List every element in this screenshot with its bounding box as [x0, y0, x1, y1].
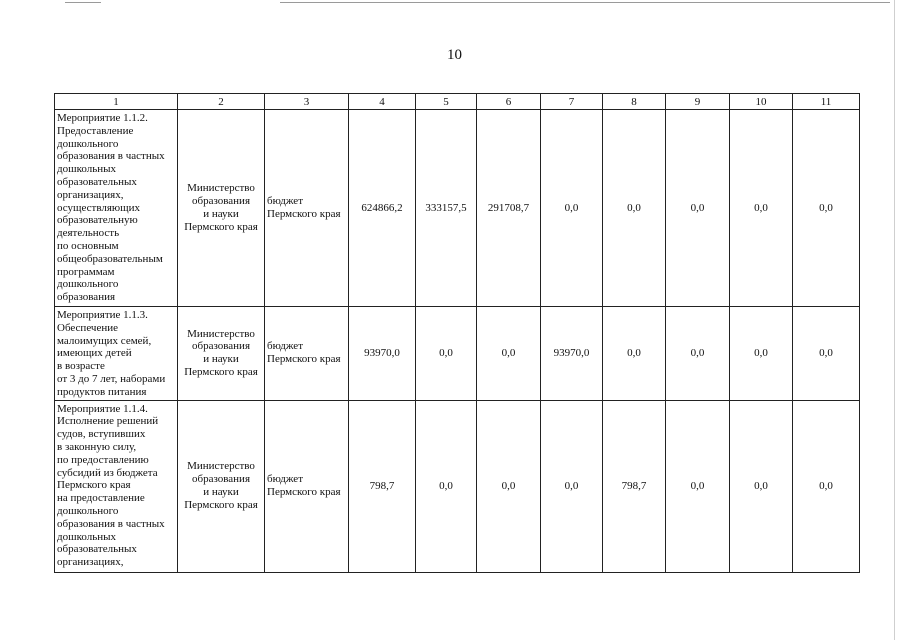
column-header: 6 — [477, 94, 541, 110]
table-row — [55, 400, 860, 572]
amount-cell: 93970,0 — [349, 307, 416, 401]
table-row — [55, 307, 860, 401]
amount-cell: 624866,2 — [349, 110, 416, 307]
table-row — [55, 110, 860, 307]
header-row — [55, 94, 860, 110]
scan-artifact-edge — [894, 0, 895, 640]
column-header: 8 — [603, 94, 666, 110]
executor-cell: Министерство образования и науки Пермского края — [178, 400, 265, 572]
amount-cell: 0,0 — [477, 307, 541, 401]
amount-cell: 0,0 — [603, 307, 666, 401]
amount-cell: 0,0 — [416, 400, 477, 572]
column-header: 7 — [541, 94, 603, 110]
amount-cell: 0,0 — [793, 400, 860, 572]
funding-source-cell: бюджет Пермского края — [265, 110, 349, 307]
amount-cell: 333157,5 — [416, 110, 477, 307]
amount-cell: 0,0 — [666, 307, 730, 401]
column-header: 2 — [178, 94, 265, 110]
budget-table — [54, 93, 860, 573]
activity-cell: Мероприятие 1.1.3. Обеспечение малоимущих семей, имеющих детей в возрасте от 3 до 7 лет, наборами продуктов питания — [55, 307, 178, 401]
scan-artifact-line — [65, 2, 101, 3]
amount-cell: 798,7 — [349, 400, 416, 572]
amount-cell: 0,0 — [603, 110, 666, 307]
column-header: 10 — [730, 94, 793, 110]
amount-cell: 0,0 — [730, 400, 793, 572]
amount-cell: 0,0 — [793, 110, 860, 307]
amount-cell: 291708,7 — [477, 110, 541, 307]
amount-cell: 0,0 — [416, 307, 477, 401]
activity-cell: Мероприятие 1.1.4. Исполнение решений судов, вступивших в законную силу, по предоставлению субсидий из бюджета Пермского края на предоставление дошкольного образования в частных дошкольных образовательных организациях, — [55, 400, 178, 572]
amount-cell: 0,0 — [477, 400, 541, 572]
column-header: 5 — [416, 94, 477, 110]
activity-cell: Мероприятие 1.1.2. Предоставление дошкольного образования в частных дошкольных образовательных организациях, осуществляющих образовательную деятельность по основным общеобразовательным программам дошкольного образования — [55, 110, 178, 307]
executor-cell: Министерство образования и науки Пермского края — [178, 307, 265, 401]
page-number: 10 — [447, 47, 462, 63]
amount-cell: 0,0 — [730, 307, 793, 401]
amount-cell: 93970,0 — [541, 307, 603, 401]
column-header: 11 — [793, 94, 860, 110]
amount-cell: 0,0 — [666, 110, 730, 307]
amount-cell: 0,0 — [541, 110, 603, 307]
amount-cell: 0,0 — [730, 110, 793, 307]
column-header: 9 — [666, 94, 730, 110]
funding-source-cell: бюджет Пермского края — [265, 307, 349, 401]
amount-cell: 0,0 — [666, 400, 730, 572]
amount-cell: 0,0 — [541, 400, 603, 572]
column-header: 4 — [349, 94, 416, 110]
column-header: 1 — [55, 94, 178, 110]
executor-cell: Министерство образования и науки Пермского края — [178, 110, 265, 307]
amount-cell: 0,0 — [793, 307, 860, 401]
amount-cell: 798,7 — [603, 400, 666, 572]
table-header — [55, 94, 860, 110]
column-header: 3 — [265, 94, 349, 110]
scan-artifact-line — [280, 2, 890, 3]
funding-source-cell: бюджет Пермского края — [265, 400, 349, 572]
